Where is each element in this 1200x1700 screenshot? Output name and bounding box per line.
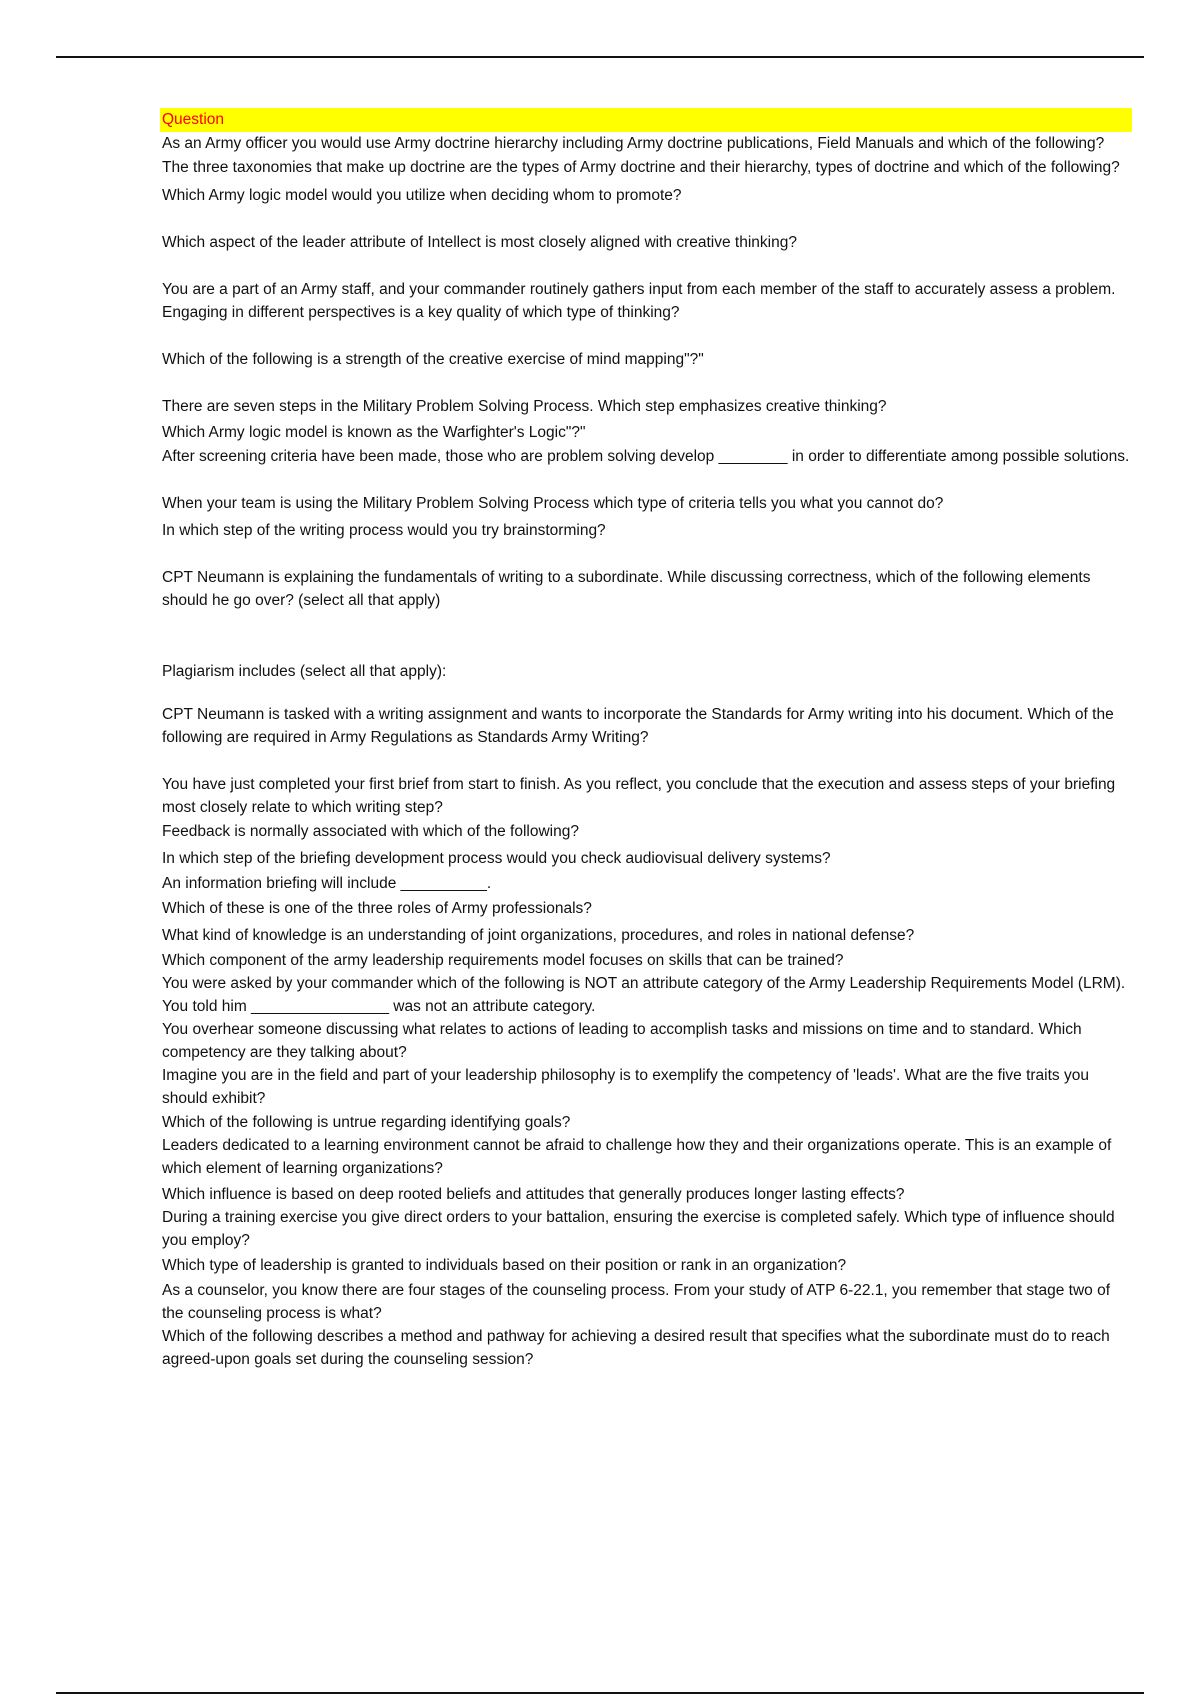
question-cell: Feedback is normally associated with which of the following? (162, 823, 579, 840)
question-cell: You have just completed your first brief from start to finish. As you reflect, you conclude that the execution and assess steps of your briefing most closely relate to which writing step? (162, 776, 1116, 816)
question-cell: During a training exercise you give direct orders to your battalion, ensuring the exercise is completed safely. Which type of influence should you employ? (162, 1209, 1115, 1249)
question-cell: Which of these is one of the three roles of Army professionals? (162, 900, 592, 917)
question-cell: CPT Neumann is tasked with a writing assignment and wants to incorporate the Standards for Army writing into his document. Which of the following are required in Army Regulations as Standards Army Writing? (162, 706, 1114, 746)
question-cell: You are a part of an Army staff, and your commander routinely gathers input from each member of the staff to accurately assess a problem. Engaging in different perspectives is a key quality of which type of thinking? (162, 281, 1116, 321)
question-cell: You were asked by your commander which of the following is NOT an attribute category of the Army Leadership Requirements Model (LRM). You told him ________________ was not an attribute category. (162, 975, 1126, 1015)
question-cell: An information briefing will include __________. (162, 875, 492, 892)
question-cell: Which of the following is untrue regarding identifying goals? (162, 1114, 571, 1131)
question-cell: The three taxonomies that make up doctrine are the types of Army doctrine and their hierarchy, types of doctrine and which of the following? (162, 159, 1120, 176)
question-cell: When your team is using the Military Problem Solving Process which type of criteria tells you what you cannot do? (162, 495, 944, 512)
question-cell: In which step of the writing process would you try brainstorming? (162, 522, 606, 539)
question-cell: What kind of knowledge is an understanding of joint organizations, procedures, and roles in national defense? (162, 927, 915, 944)
question-cell: Which of the following is a strength of the creative exercise of mind mapping"?" (162, 351, 704, 368)
question-cell: Which component of the army leadership requirements model focuses on skills that can be trained? (162, 952, 844, 969)
question-sheet (160, 108, 1132, 1371)
question-cell: After screening criteria have been made, those who are problem solving develop ________ in order to differentiate among possible solutions. (162, 448, 1130, 465)
question-cell: Which of the following describes a method and pathway for achieving a desired result that specifies what the subordinate must do to reach agreed-upon goals set during the counseling session? (162, 1328, 1110, 1368)
column-header-question: Question (160, 108, 1132, 132)
question-cell: Leaders dedicated to a learning environment cannot be afraid to challenge how they and their organizations operate. This is an example of which element of learning organizations? (162, 1137, 1112, 1177)
question-cell: Which aspect of the leader attribute of Intellect is most closely aligned with creative thinking? (162, 234, 797, 251)
question-cell: Plagiarism includes (select all that apply): (162, 663, 447, 680)
question-cell: Which Army logic model is known as the Warfighter's Logic"?" (162, 424, 586, 441)
question-cell: As an Army officer you would use Army doctrine hierarchy including Army doctrine publications, Field Manuals and which of the following? (162, 135, 1105, 152)
question-cell: You overhear someone discussing what relates to actions of leading to accomplish tasks and missions on time and to standard. Which competency are they talking about? (162, 1021, 1082, 1061)
question-cell: CPT Neumann is explaining the fundamentals of writing to a subordinate. While discussing correctness, which of the following elements should he go over? (select all that apply) (162, 569, 1091, 609)
question-cell: Which type of leadership is granted to individuals based on their position or rank in an organization? (162, 1257, 847, 1274)
question-cell: As a counselor, you know there are four stages of the counseling process. From your study of ATP 6-22.1, you remember that stage two of the counseling process is what? (162, 1282, 1111, 1322)
question-cell: Which influence is based on deep rooted beliefs and attitudes that generally produces longer lasting effects? (162, 1186, 905, 1203)
question-cell: In which step of the briefing development process would you check audiovisual delivery systems? (162, 850, 831, 867)
question-cell: Imagine you are in the field and part of your leadership philosophy is to exemplify the competency of 'leads'. What are the five traits you should exhibit? (162, 1067, 1089, 1107)
question-cell: Which Army logic model would you utilize when deciding whom to promote? (162, 187, 682, 204)
top-rule (56, 56, 1144, 58)
question-cell: There are seven steps in the Military Problem Solving Process. Which step emphasizes creative thinking? (162, 398, 887, 415)
bottom-rule (56, 1692, 1144, 1694)
